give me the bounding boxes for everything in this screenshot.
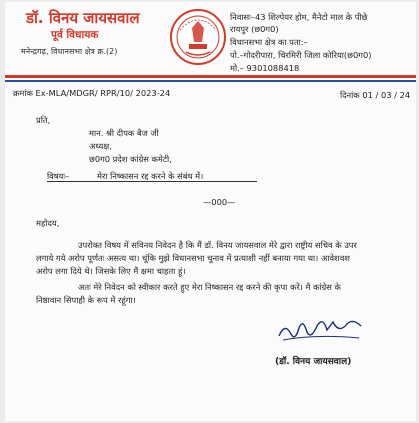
- header-rule-red: [5, 75, 416, 78]
- recipient-org: छ0ग0 प्रदेश कांग्रेस कमेटी,: [89, 154, 172, 164]
- handwritten-signature: [277, 312, 365, 346]
- letterhead-name: डॉ. विनय जायसवाल: [26, 9, 140, 27]
- subject-underline: [47, 181, 257, 182]
- recipient-title: अध्यक्ष,: [89, 141, 112, 151]
- subject-label: विषयः–: [47, 171, 70, 181]
- subject-text: मेरा निष्कासन रद्द करने के संबंध में।: [97, 171, 204, 181]
- letterhead-post: पूर्व विधायक: [51, 29, 99, 41]
- body-paragraph-1: उपरोक्त विषय में सविनय निवेदन है कि मैं डॉ. विनय जायसवाल मेरे द्वारा राष्ट्रीय सचिव के उपर लगाये गये अरोप पूर्णतः असत्य था। चूंकि मुझे विधानसभा चुनाव में प्रत्याशी नहीं बनाया गया था। आवेशवश अरोप लगा दिये थे। जिसके लिए मैं क्षमा चाहता हूं।: [36, 240, 357, 276]
- body-paragraph-2: अतः मेरे निवेदन को स्वीकार करते हुए मेरा निष्कासन रद्द करने की कृपा करें। मै कांग्रेस के निष्ठावान सिपाही के रूप में रहूंगा।: [36, 282, 341, 305]
- assembly-seal-logo: [168, 8, 228, 66]
- subject-divider: —000—: [203, 197, 236, 207]
- mobile-number: मो.– 9301088418: [230, 63, 300, 73]
- signatory-name: (डॉ. विनय जायसवाल): [275, 357, 352, 367]
- recipient-name: मान. श्री दीपक बैज जी: [89, 128, 159, 138]
- salutation: महोदय,: [36, 218, 60, 228]
- address-line-2: रायपुर (छ0ग0): [230, 24, 279, 34]
- address-line-4: पो.–गोदरीपारा, चिरमिरी जिला कोरिया(छ0ग0): [230, 50, 372, 60]
- letterhead-constituency: मनेन्द्रगढ़, विधानसभा क्षेत्र क्र.(2): [21, 47, 118, 56]
- letter-date: दिनांक 01 / 03 / 24: [340, 90, 411, 100]
- header-rule-blue: [5, 80, 416, 82]
- address-line-3: विधानसभा क्षेत्र का पता:–: [230, 37, 308, 47]
- address-line-1: निवासः–43 शिल्पेयर होम, मैनेटो माल के पीछे: [230, 12, 368, 22]
- recipient-to: प्रति,: [36, 115, 51, 125]
- letterhead-page: [5, 2, 416, 421]
- reference-number: क्रमांक Ex-MLA/MDGR/ RPR/10/ 2023-24: [13, 88, 171, 98]
